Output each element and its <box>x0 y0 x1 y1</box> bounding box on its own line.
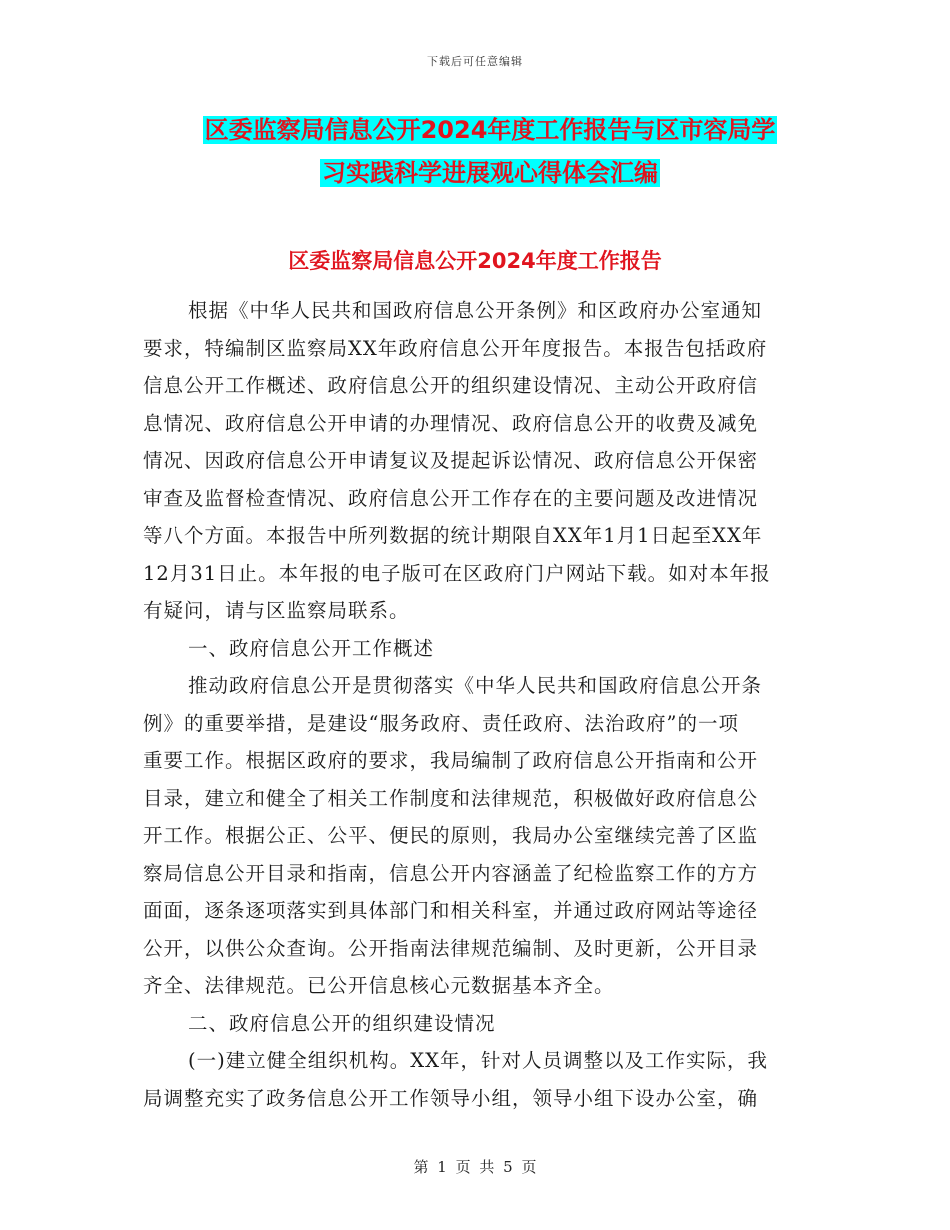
body-line: 等八个方面。本报告中所列数据的统计期限自XX年1月1日起至XX年 <box>143 524 763 547</box>
body-line: 有疑问，请与区监察局联系。 <box>143 599 410 622</box>
body-line: 信息公开工作概述、政府信息公开的组织建设情况、主动公开政府信 <box>143 374 759 397</box>
body-line: 要求，特编制区监察局XX年政府信息公开年度报告。本报告包括政府 <box>143 336 768 360</box>
body-line: 局调整充实了政务信息公开工作领导小组，领导小组下设办公室，确 <box>143 1086 759 1110</box>
body-line: 齐全、法律规范。已公开信息核心元数据基本齐全。 <box>143 974 615 997</box>
page-footer: 第 1 页 共 5 页 <box>413 1158 537 1176</box>
document-title-line-2 <box>140 156 840 190</box>
body-line: 察局信息公开目录和指南，信息公开内容涵盖了纪检监察工作的方方 <box>143 861 759 885</box>
body-line: 面面，逐条逐项落实到具体部门和相关科室，并通过政府网站等途径 <box>143 899 759 922</box>
header-note: 下载后可任意编辑 <box>427 55 523 68</box>
body-line: 例》的重要举措，是建设“服务政府、责任政府、法治政府”的一项 <box>143 711 739 735</box>
body-line: 一、政府信息公开工作概述 <box>188 636 435 660</box>
title-highlight-2: 习实践科学进展观心得体会汇编 <box>322 159 658 187</box>
body-line: 息情况、政府信息公开申请的办理情况、政府信息公开的收费及减免 <box>143 411 759 435</box>
body-line: 12月31日止。本年报的电子版可在区政府门户网站下载。如对本年报 <box>143 561 771 585</box>
body-line: 重要工作。根据区政府的要求，我局编制了政府信息公开指南和公开 <box>143 749 759 772</box>
body-line: 根据《中华人民共和国政府信息公开条例》和区政府办公室通知 <box>188 299 763 322</box>
title-highlight-1: 区委监察局信息公开2024年度工作报告与区市容局学 <box>204 116 776 144</box>
body-line: 二、政府信息公开的组织建设情况 <box>188 1011 496 1035</box>
document-title-line-1 <box>140 113 840 147</box>
body-text <box>143 292 808 1117</box>
body-line: 开工作。根据公正、公平、便民的原则，我局办公室继续完善了区监 <box>143 824 759 847</box>
section-title: 区委监察局信息公开2024年度工作报告 <box>288 249 662 273</box>
body-line: 目录，建立和健全了相关工作制度和法律规范，积极做好政府信息公 <box>143 786 759 810</box>
body-line: 情况、因政府信息公开申请复议及提起诉讼情况、政府信息公开保密 <box>143 449 759 472</box>
body-line: (一)建立健全组织机构。XX年，针对人员调整以及工作实际，我 <box>188 1049 768 1072</box>
body-line: 公开，以供公众查询。公开指南法律规范编制、及时更新，公开目录 <box>143 936 759 960</box>
body-line: 推动政府信息公开是贯彻落实《中华人民共和国政府信息公开条 <box>188 674 763 697</box>
body-line: 审查及监督检查情况、政府信息公开工作存在的主要问题及改进情况 <box>143 486 759 510</box>
